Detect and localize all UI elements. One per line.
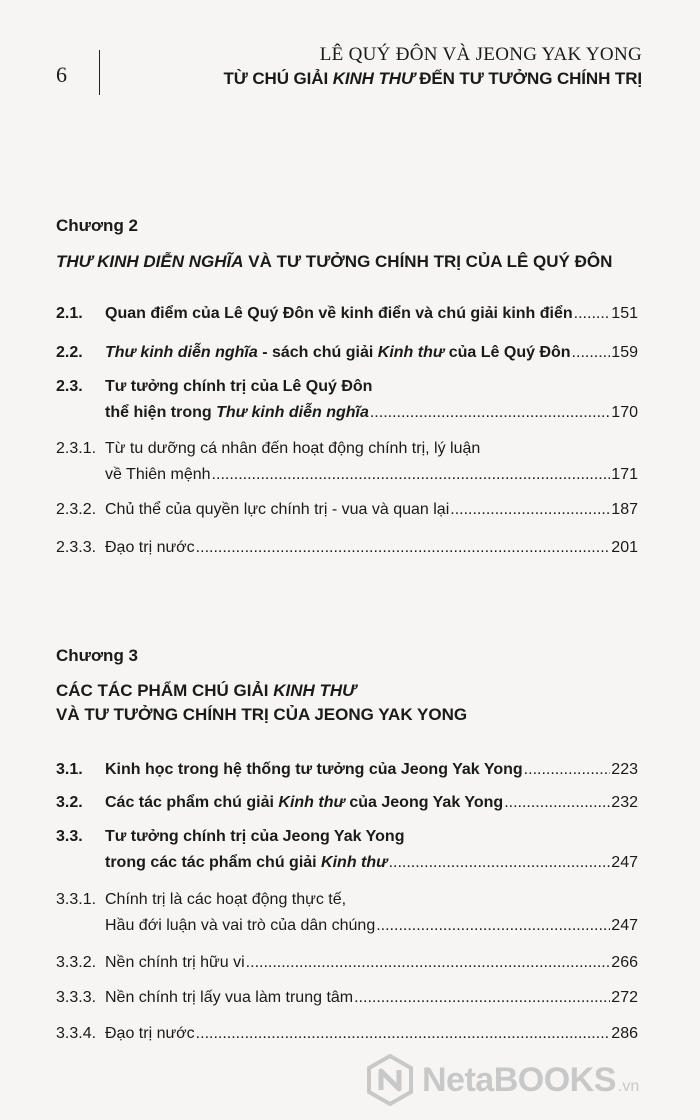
chapter-3-title: CÁC TÁC PHẨM CHÚ GIẢI KINH THƯ VÀ TƯ TƯỞNG CHÍNH TRỊ CỦA JEONG YAK YONG	[56, 681, 468, 724]
toc-entry-2-3-1: 2.3.1. Từ tu dưỡng cá nhân đến hoạt động chính trị, lý luận về Thiên mệnh ..... 171	[56, 436, 638, 488]
toc-entry-3-3-3: 3.3.3. Nền chính trị lấy vua làm trung tâm ..... 272	[56, 985, 638, 1011]
page-number: 6	[56, 62, 67, 87]
toc-entry-3-3-2: 3.3.2. Nền chính trị hữu vi ..... 266	[56, 950, 638, 976]
toc-entry-3-3: 3.3. Tư tưởng chính trị của Jeong Yak Yong trong các tác phẩm chú giải Kinh thư ..... 247	[56, 824, 638, 876]
watermark-suffix: .vn	[617, 1078, 640, 1095]
chapter-3-label: Chương 3	[56, 646, 139, 665]
toc-entry-3-3-4: 3.3.4. Đạo trị nước ..... 286	[56, 1021, 638, 1047]
toc-entry-3-2: 3.2. Các tác phẩm chú giải Kinh thư của Jeong Yak Yong ..... 232	[56, 790, 638, 816]
toc-entry-2-3: 2.3. Tư tưởng chính trị của Lê Quý Đôn thể hiện trong Thư kinh diễn nghĩa ..... 170	[56, 374, 638, 426]
watermark-brand: NetaBOOKS	[422, 1060, 616, 1099]
toc-entry-2-1: 2.1. Quan điểm của Lê Quý Đôn về kinh điển và chú giải kinh điển ..... 151	[56, 301, 638, 327]
toc-entry-2-3-3: 2.3.3. Đạo trị nước ..... 201	[56, 535, 638, 561]
toc-entry-2-2: 2.2. Thư kinh diễn nghĩa - sách chú giải Kinh thư của Lê Quý Đôn ..... 159	[56, 340, 638, 366]
toc-entry-2-3-2: 2.3.2. Chủ thể của quyền lực chính trị - vua và quan lại ..... 187	[56, 497, 638, 523]
netabooks-watermark	[364, 1050, 684, 1110]
toc-entry-3-1: 3.1. Kinh học trong hệ thống tư tưởng của Jeong Yak Yong ..... 223	[56, 757, 638, 783]
running-header-subtitle: TỪ CHÚ GIẢI KINH THƯ ĐẾN TƯ TƯỞNG CHÍNH TRỊ	[223, 69, 642, 88]
toc-entry-3-3-1: 3.3.1. Chính trị là các hoạt động thực tế, Hầu đới luận và vai trò của dân chúng ..... 247	[56, 887, 638, 939]
running-header-title: LÊ QUÝ ĐÔN VÀ JEONG YAK YONG	[319, 44, 642, 65]
n-hexagon-logo-icon	[364, 1054, 416, 1106]
chapter-2-label: Chương 2	[56, 216, 139, 235]
header-divider	[99, 50, 100, 95]
chapter-2-title: THƯ KINH DIỄN NGHĨA VÀ TƯ TƯỞNG CHÍNH TRỊ CỦA LÊ QUÝ ĐÔN	[56, 252, 613, 271]
